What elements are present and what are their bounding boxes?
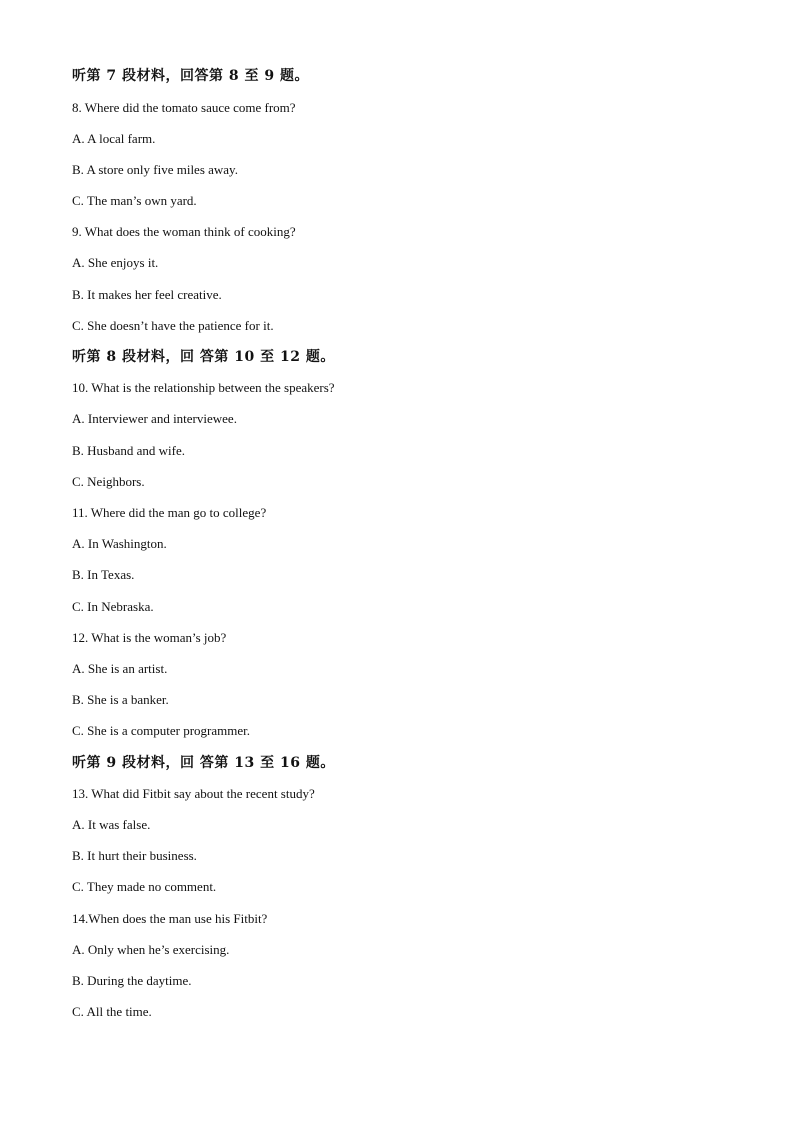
answer-option: C. The man’s own yard.	[72, 193, 197, 208]
question-prompt: 12. What is the woman’s job?	[72, 630, 227, 645]
question-prompt: 9. What does the woman think of cooking?	[72, 224, 296, 239]
answer-option: B. During the daytime.	[72, 973, 192, 988]
answer-option: C. She is a computer programmer.	[72, 723, 250, 738]
section-heading: 听第 7 段材料，回答第 8 至 9 题。	[72, 68, 309, 84]
question-prompt: 14.When does the man use his Fitbit?	[72, 911, 268, 926]
section-heading: 听第 8 段材料，回 答第 10 至 12 题。	[72, 349, 335, 365]
answer-option: A. It was false.	[72, 817, 151, 832]
answer-option: B. It hurt their business.	[72, 848, 197, 863]
answer-option: A. She is an artist.	[72, 661, 168, 676]
answer-option: B. In Texas.	[72, 567, 135, 582]
question-prompt: 11. Where did the man go to college?	[72, 505, 267, 520]
question-prompt: 10. What is the relationship between the speakers?	[72, 380, 335, 395]
answer-option: B. A store only five miles away.	[72, 162, 238, 177]
question-prompt: 13. What did Fitbit say about the recent study?	[72, 786, 315, 801]
question-prompt: 8. Where did the tomato sauce come from?	[72, 100, 296, 115]
answer-option: C. Neighbors.	[72, 474, 145, 489]
answer-option: B. She is a banker.	[72, 692, 169, 707]
answer-option: A. In Washington.	[72, 536, 167, 551]
answer-option: C. All the time.	[72, 1004, 152, 1019]
answer-option: A. She enjoys it.	[72, 255, 159, 270]
section-heading: 听第 9 段材料，回 答第 13 至 16 题。	[72, 755, 335, 771]
answer-option: A. A local farm.	[72, 131, 156, 146]
answer-option: C. They made no comment.	[72, 879, 217, 894]
answer-option: B. Husband and wife.	[72, 443, 186, 458]
answer-option: B. It makes her feel creative.	[72, 287, 222, 302]
answer-option: A. Interviewer and interviewee.	[72, 411, 237, 426]
answer-option: C. She doesn’t have the patience for it.	[72, 318, 274, 333]
answer-option: C. In Nebraska.	[72, 599, 154, 614]
answer-option: A. Only when he’s exercising.	[72, 942, 230, 957]
